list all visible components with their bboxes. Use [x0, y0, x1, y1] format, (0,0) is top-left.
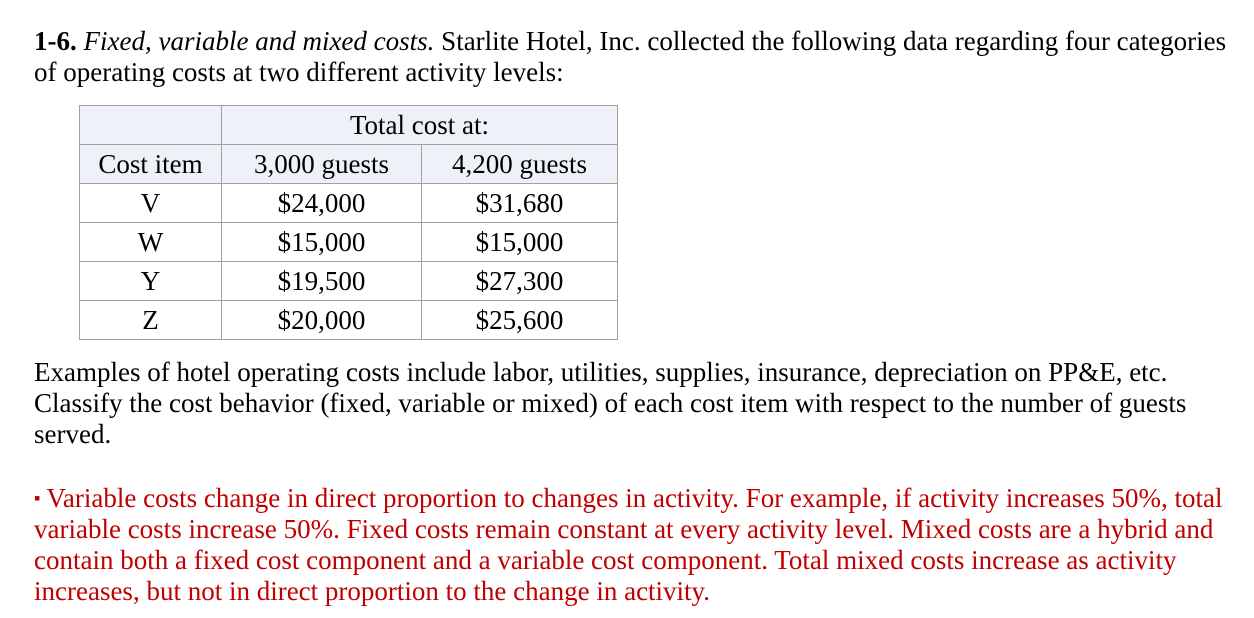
column-header-3000-guests: 3,000 guests: [222, 145, 422, 184]
cost-3000-cell: $20,000: [222, 301, 422, 340]
cost-4200-cell: $15,000: [422, 223, 618, 262]
table-group-header: Total cost at:: [222, 106, 618, 145]
problem-intro: Starlite Hotel, Inc. collected the following data regarding four categories of operating costs at two different activity levels:: [34, 26, 1227, 87]
column-header-cost-item: Cost item: [80, 145, 222, 184]
table-row: [80, 262, 618, 301]
table-empty-corner: [80, 106, 222, 145]
cost-3000-cell: $15,000: [222, 223, 422, 262]
cost-item-cell: Z: [80, 301, 222, 340]
cost-item-cell: V: [80, 184, 222, 223]
table-row: [80, 223, 618, 262]
table-row: [80, 301, 618, 340]
cost-data-table: [79, 105, 618, 340]
table-row: [80, 184, 618, 223]
cost-4200-cell: $31,680: [422, 184, 618, 223]
table-group-header-row: [80, 106, 618, 145]
answer-text: [34, 483, 1234, 607]
cost-item-cell: W: [80, 223, 222, 262]
bullet-icon: ▪: [34, 488, 41, 508]
answer-body: Variable costs change in direct proportion to changes in activity. For example, if activity increases 50%, total variable costs increase 50%. Fixed costs remain constant at every activity level. Mixed costs are a hybrid and contain both a fixed cost component and a variable cost component. Total mixed costs increase as activity increases, but not in direct proportion to the change in activity.: [34, 483, 1223, 606]
cost-4200-cell: $25,600: [422, 301, 618, 340]
cost-3000-cell: $24,000: [222, 184, 422, 223]
cost-item-cell: Y: [80, 262, 222, 301]
problem-number: 1-6.: [34, 26, 77, 56]
cost-3000-cell: $19,500: [222, 262, 422, 301]
problem-heading: Fixed, variable and mixed costs.: [83, 26, 435, 56]
table-column-header-row: [80, 145, 618, 184]
column-header-4200-guests: 4,200 guests: [422, 145, 618, 184]
problem-statement: [34, 26, 1234, 88]
cost-4200-cell: $27,300: [422, 262, 618, 301]
question-text: Examples of hotel operating costs include labor, utilities, supplies, insurance, depreciation on PP&E, etc. Classify the cost behavior (fixed, variable or mixed) of each cost item with respect to the number of guests served.: [34, 357, 1187, 449]
